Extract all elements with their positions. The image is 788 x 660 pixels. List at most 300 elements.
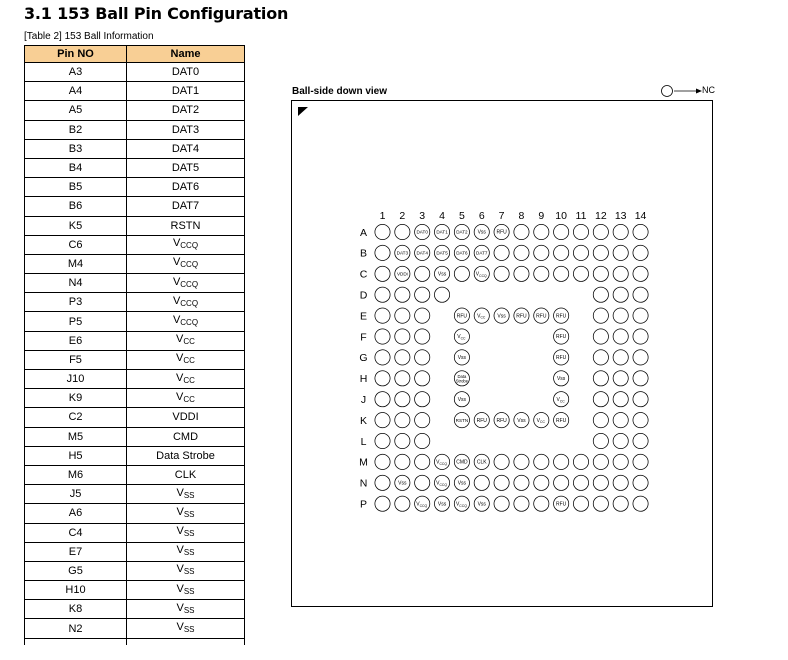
ball-label: Vss (497, 313, 506, 320)
pin-number-cell: C6 (25, 235, 127, 254)
labeled-ball (494, 308, 509, 323)
table-row (25, 139, 245, 158)
ball-label-main: V (436, 480, 440, 487)
ball-circle (633, 224, 648, 239)
table-row-cutoff (25, 638, 245, 645)
pin-name-cell (127, 485, 245, 504)
ball-circle (593, 371, 608, 386)
ball-circle (375, 245, 390, 260)
pin-name-subscript: SS (183, 529, 195, 539)
column-label: 13 (614, 210, 627, 222)
ball-circle (613, 413, 628, 428)
ball-circle (375, 224, 390, 239)
pin-number-cell: A4 (25, 82, 127, 101)
pin-name-cell (127, 216, 245, 235)
pin-name-subscript: CCQ (180, 318, 199, 328)
ball-circle (375, 433, 390, 448)
ball-circle (633, 266, 648, 281)
nc-ball (514, 245, 529, 260)
pin-name-cell (127, 350, 245, 369)
labeled-ball (454, 224, 469, 239)
ball-label: DAT0 (416, 229, 428, 235)
pin-name-cell (127, 101, 245, 120)
table-row (25, 504, 245, 523)
ball-label: RFU (496, 417, 507, 424)
pin-number-cell: B3 (25, 139, 127, 158)
nc-ball (534, 224, 549, 239)
nc-ball (395, 392, 410, 407)
pin-number-cell: K8 (25, 600, 127, 619)
row-label: P (359, 498, 368, 511)
nc-ball (395, 224, 410, 239)
nc-ball (375, 329, 390, 344)
pin-number-cell: N4 (25, 274, 127, 293)
ball-label: RFU (556, 334, 567, 341)
table-row (25, 331, 245, 350)
nc-ball (415, 308, 430, 323)
labeled-ball (454, 392, 469, 407)
nc-ball (514, 454, 529, 469)
pin-name-cell (127, 504, 245, 523)
ball-circle (395, 350, 410, 365)
table-row (25, 178, 245, 197)
row-label: H (359, 373, 368, 386)
pin-name-cell (127, 235, 245, 254)
ball-circle (593, 224, 608, 239)
pin-name-cell (127, 465, 245, 484)
ball-label-sub: CC (540, 420, 545, 425)
pin-name-cell (127, 139, 245, 158)
ball-circle (395, 287, 410, 302)
ball-circle (573, 475, 588, 490)
ball-label: Data (457, 373, 467, 379)
pin-name-text: V (176, 621, 184, 634)
pin-name-text: V (176, 544, 184, 557)
pin-name-cell (127, 542, 245, 561)
labeled-ball (434, 224, 449, 239)
nc-ball (415, 433, 430, 448)
row-label: K (359, 414, 368, 427)
nc-ball (415, 350, 430, 365)
labeled-ball (454, 475, 469, 490)
pin-name-text: V (176, 371, 184, 384)
ball-circle (534, 496, 549, 511)
pin-name-text: V (172, 256, 181, 269)
table-row (25, 101, 245, 120)
nc-ball (415, 266, 430, 281)
nc-ball (613, 350, 628, 365)
ball-label: RSTN (455, 417, 469, 423)
ball-circle (395, 329, 410, 344)
column-label: 5 (458, 210, 465, 222)
labeled-ball (454, 329, 469, 344)
nc-legend-icon (659, 84, 703, 98)
nc-ball (415, 475, 430, 490)
table-row (25, 389, 245, 408)
pin-name-text: RSTN (170, 219, 201, 232)
pin-name-cell (127, 63, 245, 82)
ball-label: VDDi (396, 271, 408, 277)
nc-ball (395, 496, 410, 511)
nc-ball (593, 266, 608, 281)
ball-label-main: V (436, 459, 440, 466)
pin-number-cell: K5 (25, 216, 127, 235)
nc-ball (454, 266, 469, 281)
ball-circle (395, 496, 410, 511)
pin-name-subscript: CC (183, 356, 195, 366)
ball-label-main: V (416, 501, 420, 508)
nc-ball (395, 371, 410, 386)
labeled-ball (395, 245, 410, 260)
table-row (25, 523, 245, 542)
pin-name-subscript: CCQ (180, 260, 199, 270)
pin-name-cell (127, 254, 245, 273)
ball-label-main: V (556, 396, 560, 403)
ball-label: DAT5 (436, 250, 448, 256)
nc-ball (593, 350, 608, 365)
ball-circle (633, 475, 648, 490)
ball-label-main: V (536, 417, 541, 424)
nc-ball (613, 496, 628, 511)
pin-name-text: Data Strobe (156, 449, 215, 462)
ball-circle (494, 454, 509, 469)
nc-ball (633, 350, 648, 365)
table-row (25, 408, 245, 427)
labeled-ball (454, 371, 469, 386)
nc-ball (375, 266, 390, 281)
pin-number-cell: J10 (25, 370, 127, 389)
ball-circle (534, 266, 549, 281)
ball-circle (613, 266, 628, 281)
nc-ball (633, 266, 648, 281)
column-label: 9 (538, 210, 545, 222)
ball-circle (395, 433, 410, 448)
ball-circle (395, 454, 410, 469)
nc-ball (613, 454, 628, 469)
pin-name-cell (127, 427, 245, 446)
pin-number-cell: E6 (25, 331, 127, 350)
ball-circle (593, 413, 608, 428)
labeled-ball (554, 329, 569, 344)
labeled-ball (554, 392, 569, 407)
labeled-ball (474, 496, 489, 511)
column-label: 8 (518, 210, 525, 222)
ball-label-main: V (475, 271, 480, 278)
ball-circle (494, 496, 509, 511)
pin-name-cell (127, 600, 245, 619)
labeled-ball (434, 266, 449, 281)
nc-ball (534, 245, 549, 260)
pin-name-cell (127, 293, 245, 312)
ball-label: CLK (476, 459, 487, 466)
ball-label: DAT1 (436, 229, 448, 235)
column-label: 1 (379, 210, 386, 222)
pin-number-cell: M6 (25, 465, 127, 484)
table-row (25, 427, 245, 446)
labeled-ball (434, 454, 449, 469)
ball-circle (415, 266, 430, 281)
ball-information-table (24, 45, 245, 645)
row-label: N (359, 477, 368, 490)
table-body (25, 63, 245, 645)
ball-label: RFU (476, 417, 487, 424)
table-row (25, 254, 245, 273)
pin-name-text: DAT4 (171, 142, 200, 155)
labeled-ball (454, 308, 469, 323)
nc-ball (613, 371, 628, 386)
column-label: 2 (399, 210, 406, 222)
pin-name-text: DAT5 (171, 162, 200, 175)
nc-ball (375, 496, 390, 511)
labeled-ball (474, 413, 489, 428)
ball-label-sub: CC (559, 399, 565, 404)
pin-name-subscript: SS (183, 586, 195, 596)
nc-ball (593, 392, 608, 407)
column-label: 6 (478, 210, 485, 222)
ball-circle (395, 392, 410, 407)
pin-name-subscript: SS (183, 625, 195, 635)
nc-ball (573, 454, 588, 469)
pin-name-text: V (176, 352, 184, 365)
ball-circle (534, 224, 549, 239)
ball-circle (415, 454, 430, 469)
nc-ball (554, 245, 569, 260)
pin-name-text: V (172, 314, 181, 327)
pin-number-cell: G5 (25, 561, 127, 580)
pin-name-text: V (176, 582, 184, 595)
pin-name-subscript: SS (183, 509, 195, 519)
nc-ball (573, 266, 588, 281)
nc-ball (375, 433, 390, 448)
nc-ball (375, 308, 390, 323)
labeled-ball (554, 413, 569, 428)
row-label: B (359, 247, 368, 260)
ball-circle (613, 329, 628, 344)
ball-circle (633, 496, 648, 511)
ball-label: RFU (496, 229, 507, 236)
ball-label: Vss (457, 396, 467, 403)
ball-circle (593, 266, 608, 281)
ball-label: Vss (556, 376, 566, 382)
ball-circle (514, 266, 529, 281)
pin-name-cell (127, 389, 245, 408)
labeled-ball (454, 245, 469, 260)
ball-circle (514, 454, 529, 469)
pin-name-cell (127, 312, 245, 331)
pin-name-subscript: CCQ (180, 241, 199, 251)
ball-label-sub: CCQ (419, 503, 428, 508)
nc-ball (593, 329, 608, 344)
ball-circle (395, 413, 410, 428)
ball-label-sub: CCQ (459, 503, 467, 508)
ball-circle (415, 371, 430, 386)
table-row (25, 216, 245, 235)
ball-label-main: V (477, 313, 481, 320)
nc-ball (613, 392, 628, 407)
ball-label: RFU (556, 501, 567, 508)
nc-ball (593, 475, 608, 490)
labeled-ball (474, 245, 489, 260)
row-label: F (360, 331, 367, 344)
nc-ball (633, 496, 648, 511)
nc-ball (573, 245, 588, 260)
ball-circle (593, 454, 608, 469)
ball-circle (474, 475, 489, 490)
pin-name-subscript: CC (183, 337, 195, 347)
ball-circle (395, 224, 410, 239)
ball-circle (633, 371, 648, 386)
ball-circle (415, 350, 430, 365)
diagram-title: Ball-side down view (292, 86, 388, 97)
ball-circle (633, 245, 648, 260)
ball-circle (415, 433, 430, 448)
labeled-ball (454, 350, 469, 365)
pin-number-cell: H5 (25, 446, 127, 465)
nc-ball (375, 413, 390, 428)
pin-number-cell: E7 (25, 542, 127, 561)
pin-name-cell (127, 197, 245, 216)
pin-name-text: V (176, 333, 184, 346)
nc-ball (494, 245, 509, 260)
pin-name-cell (127, 178, 245, 197)
ball-circle (554, 266, 569, 281)
ball-circle (593, 245, 608, 260)
pin-name-subscript: CC (183, 394, 195, 404)
pin-name-subscript: CC (183, 375, 195, 385)
ball-circle (573, 245, 588, 260)
nc-ball (613, 266, 628, 281)
nc-ball (593, 224, 608, 239)
ball-circle (415, 287, 430, 302)
nc-ball (375, 350, 390, 365)
pin-name-text: V (176, 390, 184, 403)
table-row (25, 235, 245, 254)
ball-label: RFU (456, 313, 468, 320)
ball-circle (613, 392, 628, 407)
nc-ball (494, 475, 509, 490)
nc-ball (554, 266, 569, 281)
ball-label: DAT2 (456, 229, 468, 235)
nc-ball (534, 454, 549, 469)
row-label: J (360, 394, 367, 406)
table-row (25, 274, 245, 293)
table-row (25, 63, 245, 82)
ball-circle (375, 475, 390, 490)
labeled-ball (554, 496, 569, 511)
table-row (25, 312, 245, 331)
ball-circle (633, 329, 648, 344)
pin-name-cell (127, 561, 245, 580)
labeled-ball (534, 308, 549, 323)
nc-ball (375, 392, 390, 407)
nc-ball (415, 371, 430, 386)
table-row (25, 542, 245, 561)
ball-grid-panel (291, 100, 713, 607)
labeled-ball (434, 496, 449, 511)
ball-circle (375, 350, 390, 365)
pin-name-text: DAT7 (171, 200, 200, 213)
nc-ball (534, 266, 549, 281)
nc-ball (415, 287, 430, 302)
nc-ball (573, 496, 588, 511)
nc-ball (395, 454, 410, 469)
column-label: 14 (634, 210, 647, 222)
table-row (25, 561, 245, 580)
nc-ball (554, 454, 569, 469)
section-heading: 3.1 153 Ball Pin Configuration (24, 4, 289, 23)
nc-ball (534, 496, 549, 511)
pin-name-text: DAT6 (171, 181, 200, 194)
nc-ball (375, 454, 390, 469)
ball-circle (613, 433, 628, 448)
labeled-ball (514, 413, 529, 428)
cutoff-cell (25, 638, 127, 645)
labeled-ball (494, 224, 509, 239)
ball-circle (514, 475, 529, 490)
nc-ball (613, 308, 628, 323)
column-label: 11 (575, 210, 587, 222)
column-label: 10 (555, 210, 567, 222)
pin-number-cell: C2 (25, 408, 127, 427)
ball-label: RFU (516, 313, 527, 320)
ball-label: Vss (477, 501, 486, 508)
pin-number-cell: K9 (25, 389, 127, 408)
ball-circle (415, 475, 430, 490)
nc-ball (573, 224, 588, 239)
ball-circle (554, 245, 569, 260)
nc-ball (395, 350, 410, 365)
table-row (25, 485, 245, 504)
labeled-ball (534, 413, 549, 428)
column-label: 4 (439, 210, 445, 222)
nc-ball (633, 224, 648, 239)
ball-label: DAT4 (416, 250, 428, 256)
ball-circle (375, 308, 390, 323)
ball-circle (375, 392, 390, 407)
ball-circle (613, 350, 628, 365)
labeled-ball (474, 266, 489, 281)
ball-circle (375, 287, 390, 302)
pin-name-text: V (176, 505, 184, 518)
row-label: L (360, 435, 367, 448)
nc-legend-label: NC (702, 85, 715, 95)
pin-number-cell: M5 (25, 427, 127, 446)
pin-name-text: V (172, 294, 181, 307)
pin-number-cell: B5 (25, 178, 127, 197)
nc-ball (613, 475, 628, 490)
pin-name-cell (127, 408, 245, 427)
nc-ball (633, 371, 648, 386)
pin-number-cell: H10 (25, 581, 127, 600)
column-label: 7 (498, 210, 505, 222)
nc-ball (633, 308, 648, 323)
nc-ball (633, 454, 648, 469)
nc-ball (395, 308, 410, 323)
pin-name-cell (127, 82, 245, 101)
ball-label: Vss (398, 480, 407, 487)
ball-label-main: V (457, 334, 461, 341)
pin-number-cell: A6 (25, 504, 127, 523)
ball-circle (593, 433, 608, 448)
ball-circle (573, 496, 588, 511)
ball-circle (633, 392, 648, 407)
pin-name-text: CLK (174, 469, 197, 482)
nc-ball (554, 224, 569, 239)
ball-circle (633, 413, 648, 428)
nc-ball (514, 496, 529, 511)
nc-ball (415, 392, 430, 407)
ball-circle (454, 266, 469, 281)
